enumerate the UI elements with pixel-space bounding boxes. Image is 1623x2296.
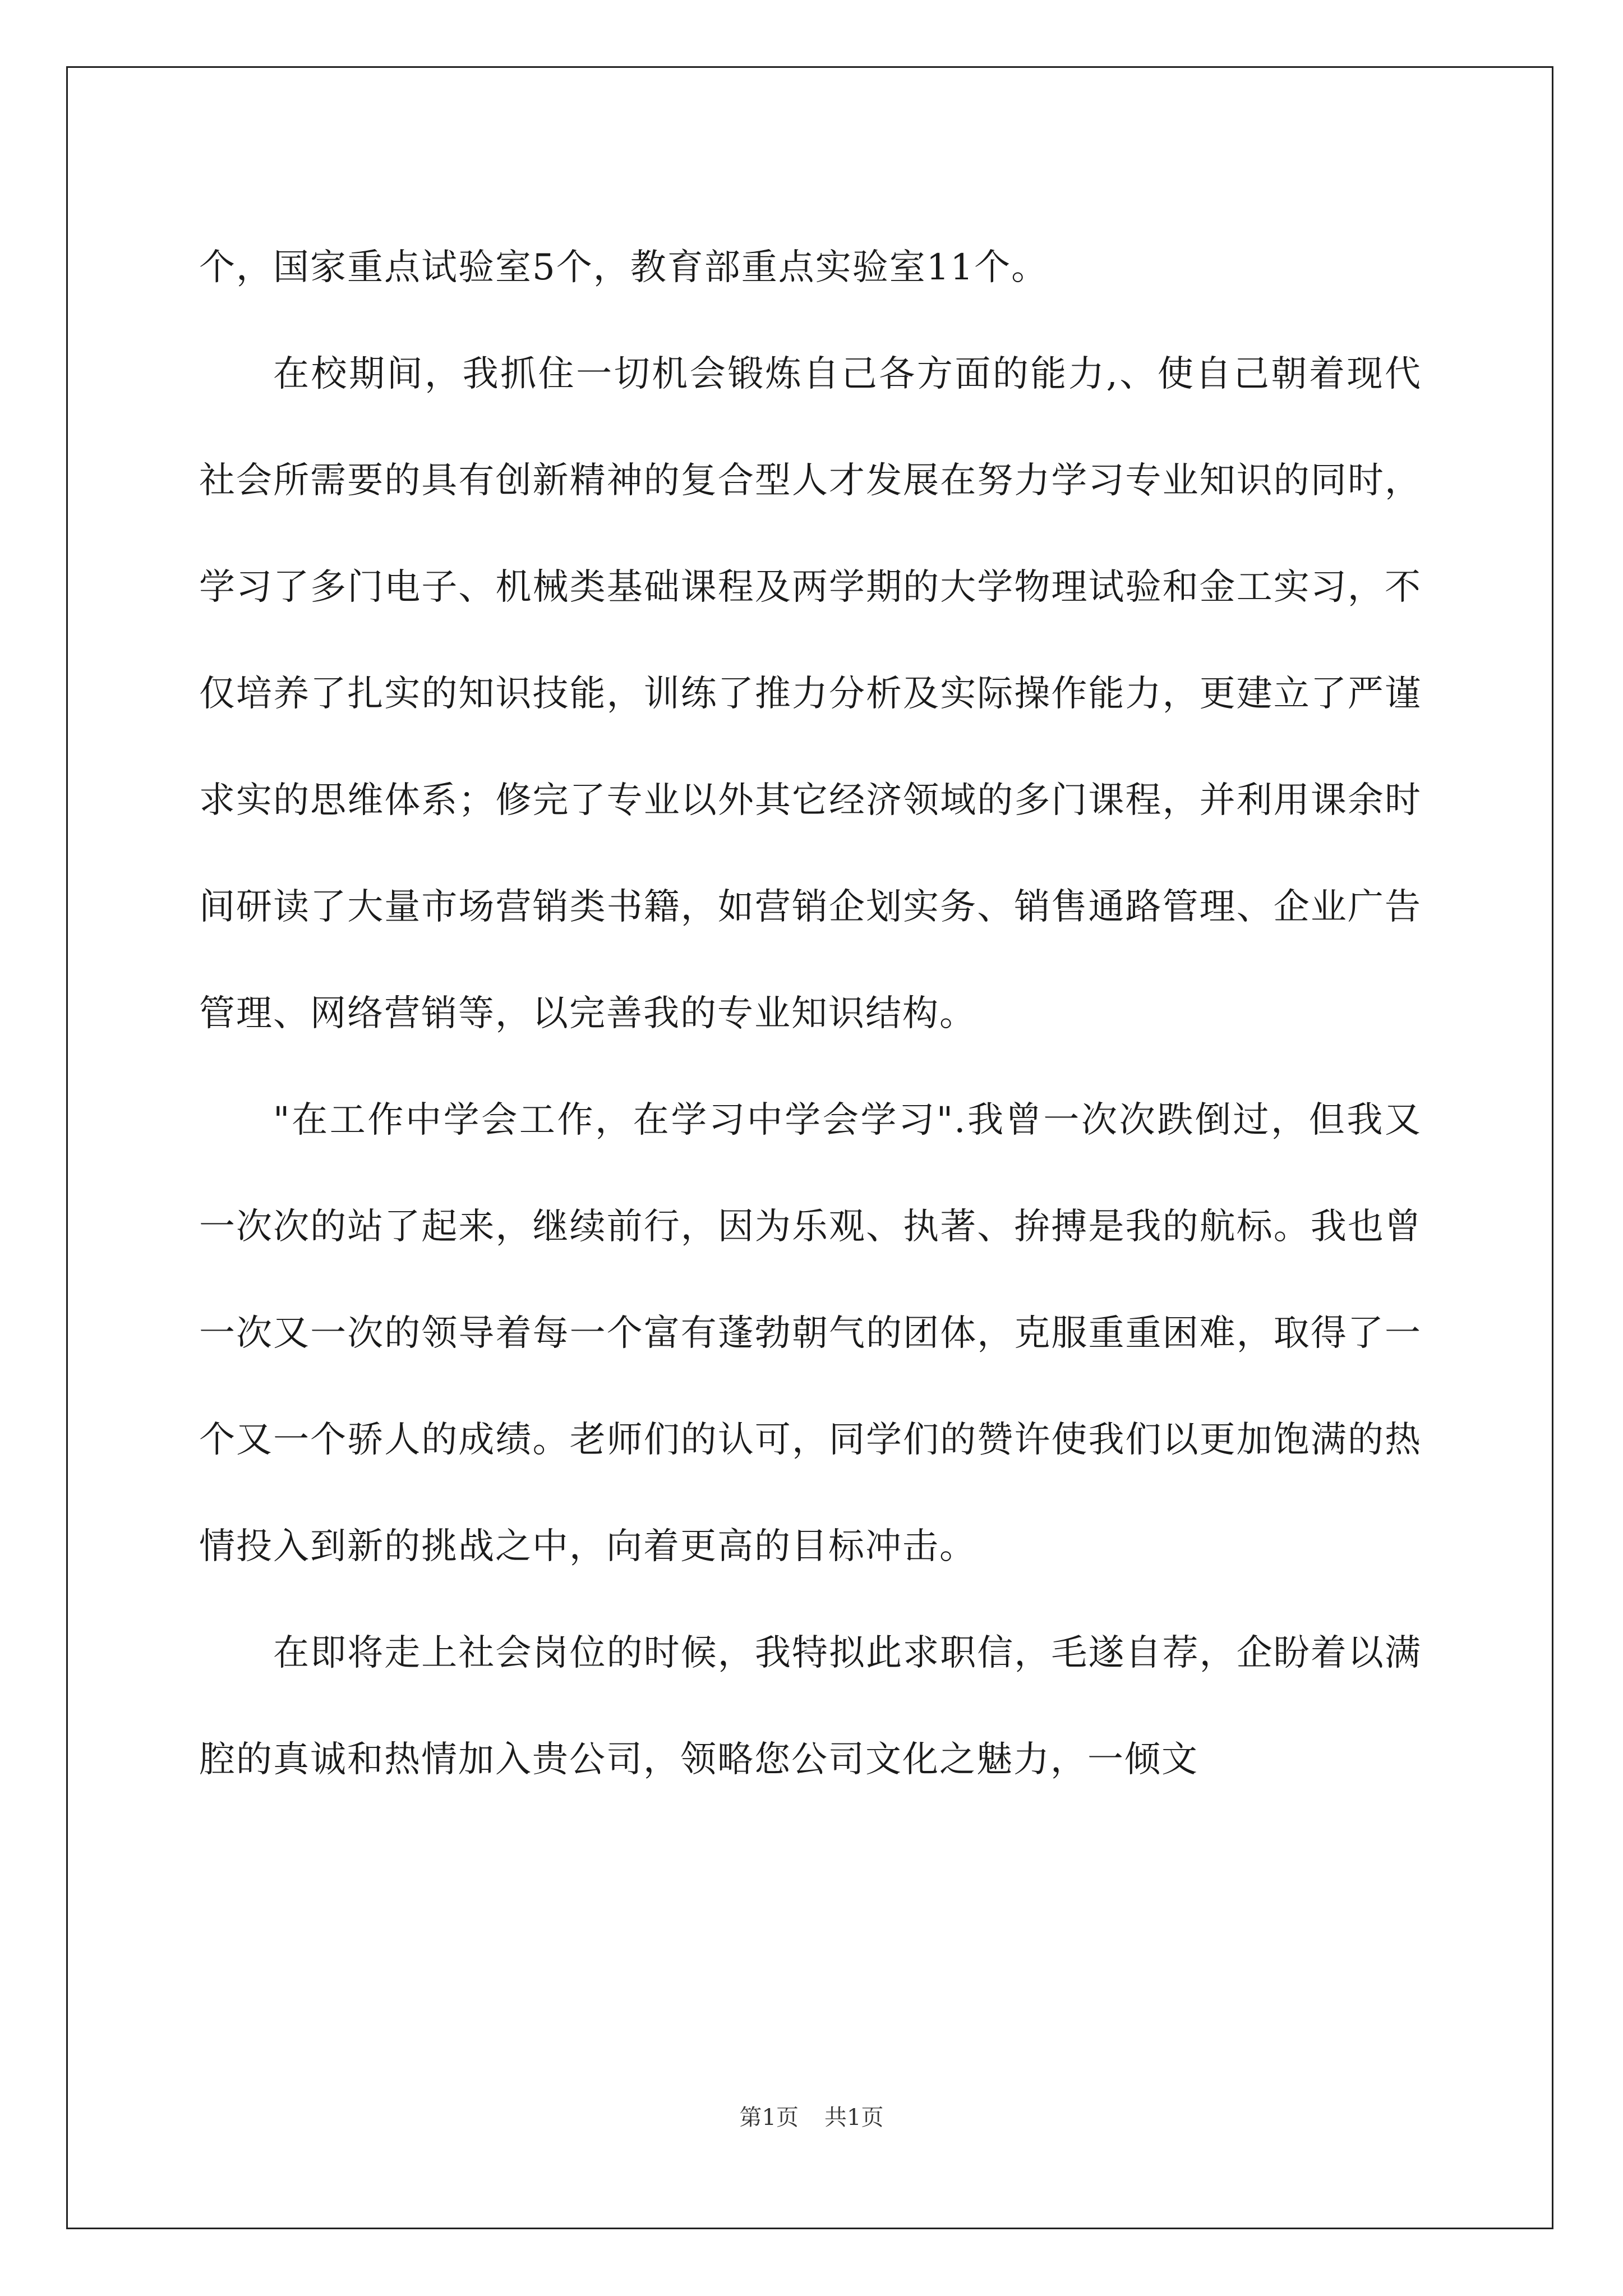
paragraph-4: 在即将走上社会岗位的时候，我特拟此求职信，毛遂自荐，企盼着以满腔的真诚和热情加入贵公司，领略您公司文化之魅力，一倾文 bbox=[199, 1632, 1422, 1780]
page-footer bbox=[0, 2100, 1623, 2132]
paragraph-1: 个，国家重点试验室5个，教育部重点实验室11个。 bbox=[199, 247, 1049, 288]
paragraph-2: 在校期间，我抓住一切机会锻炼自己各方面的能力,、使自己朝着现代社会所需要的具有创新精神的复合型人才发展在努力学习专业知识的同时，学习了多门电子、机械类基础课程及两学期的大学物理试验和金工实习，不仅培养了扎实的知识技能，训练了推力分析及实际操作能力，更建立了严谨求实的思维体系；修完了专业以外其它经济领域的多门课程，并利用课余时间研读了大量市场营销类书籍，如营销企划实务、销售通路管理、企业广告管理、网络营销等，以完善我的专业知识结构。 bbox=[199, 353, 1422, 1034]
paragraph-3: "在工作中学会工作，在学习中学会学习".我曾一次次跌倒过，但我又一次次的站了起来，继续前行，因为乐观、执著、拚搏是我的航标。我也曾一次又一次的领导着每一个富有蓬勃朝气的团体，克服重重困难，取得了一个又一个骄人的成绩。老师们的认可，同学们的赞许使我们以更加饱满的热情投入到新的挑战之中，向着更高的目标冲击。 bbox=[199, 1099, 1422, 1567]
document-body bbox=[199, 214, 1422, 1813]
page-total: 共1页 bbox=[824, 2105, 884, 2131]
page-number: 第1页 bbox=[739, 2105, 799, 2131]
